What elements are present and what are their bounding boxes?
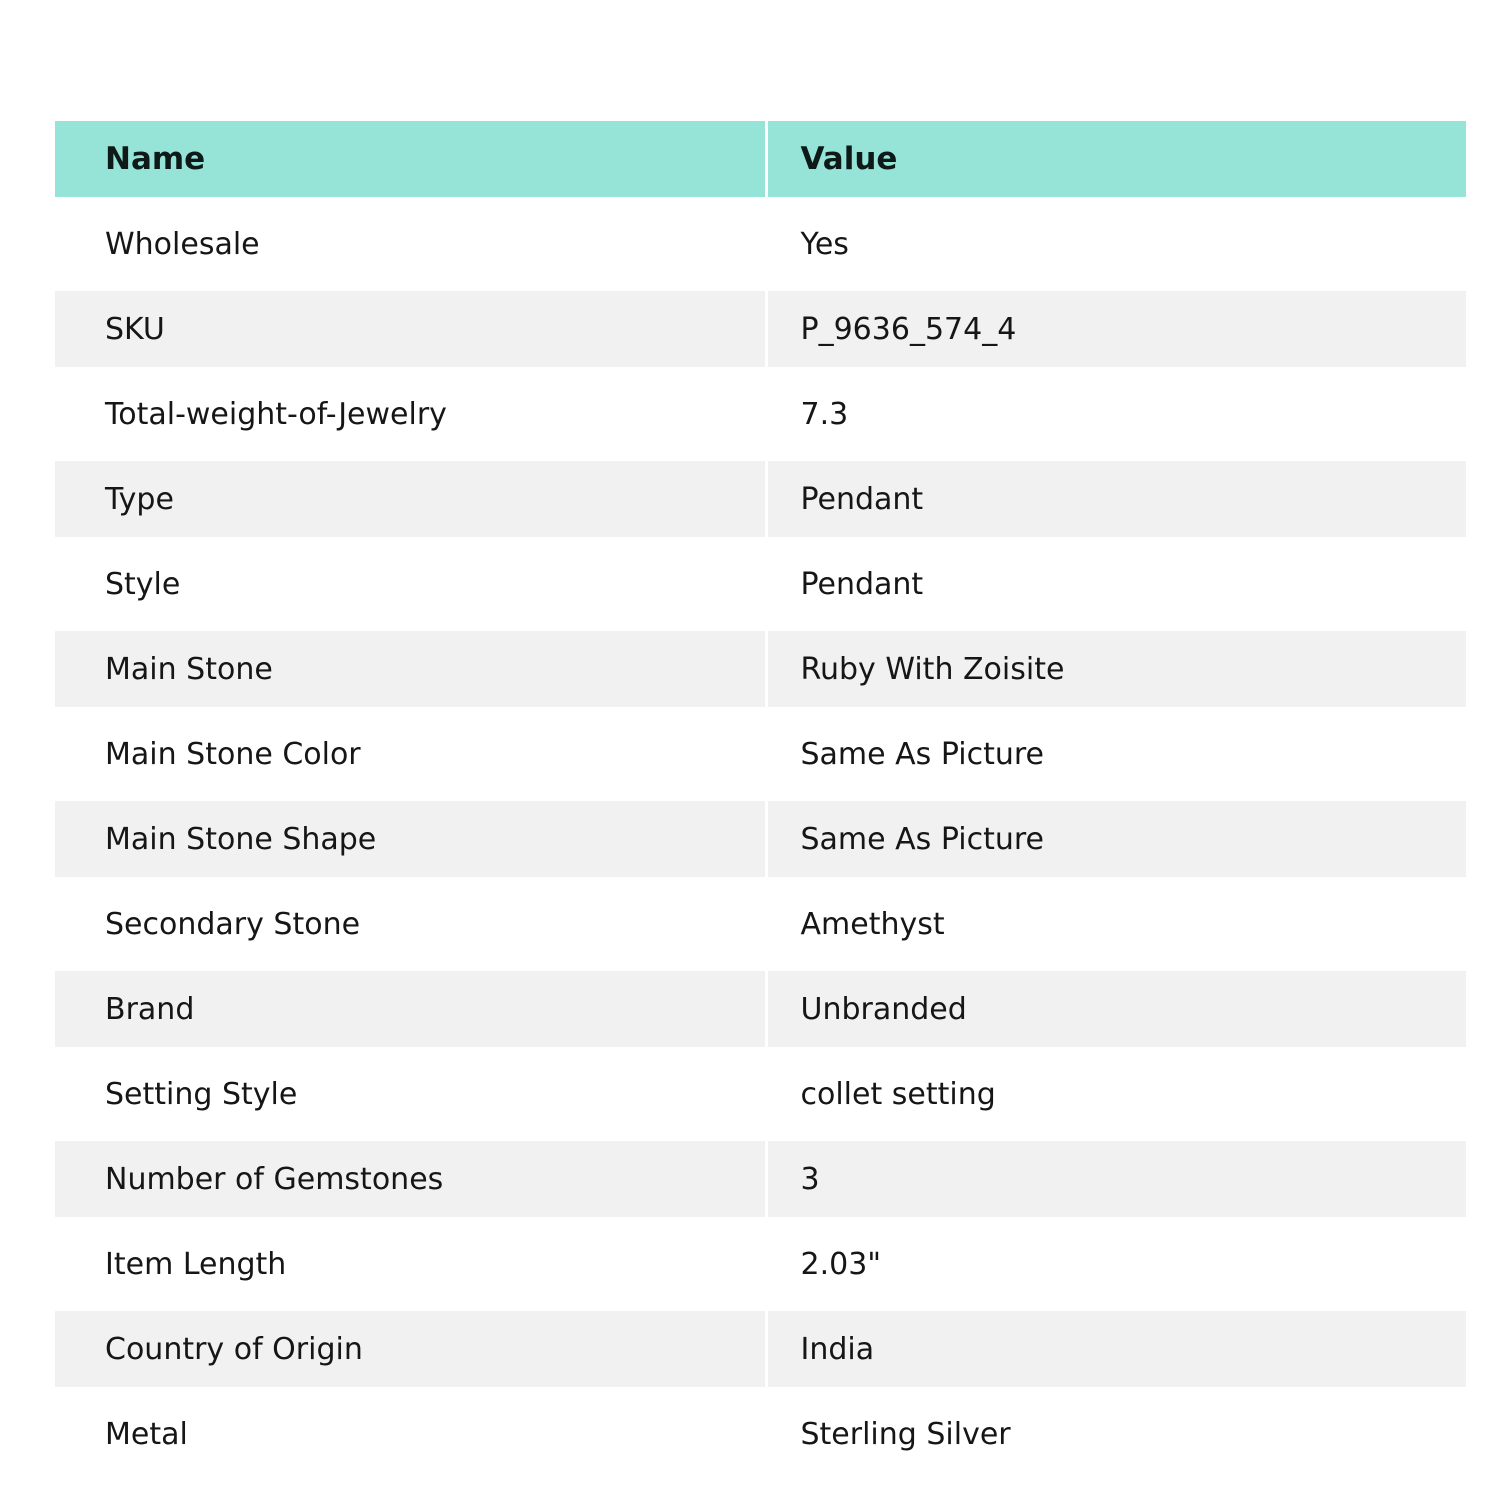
attribute-name-cell: Country of Origin [55, 1311, 766, 1387]
table-row [55, 1141, 1466, 1217]
table-header-row [55, 121, 1466, 197]
attribute-value-cell: Ruby With Zoisite [766, 631, 1466, 707]
attribute-value-cell: P_9636_574_4 [766, 291, 1466, 367]
table-row [55, 367, 1466, 461]
attribute-name-cell: Brand [55, 971, 766, 1047]
table-row [55, 801, 1466, 877]
attribute-value-cell: collet setting [766, 1047, 1466, 1141]
attribute-value-cell: Amethyst [766, 877, 1466, 971]
attribute-name-cell: Style [55, 537, 766, 631]
attribute-name-cell: Type [55, 461, 766, 537]
table-row [55, 1311, 1466, 1387]
attribute-name-cell: Main Stone Color [55, 707, 766, 801]
table-row [55, 197, 1466, 291]
attribute-name-cell: Main Stone [55, 631, 766, 707]
attribute-name-cell: Secondary Stone [55, 877, 766, 971]
attribute-value-cell: India [766, 1311, 1466, 1387]
table-row [55, 1047, 1466, 1141]
attribute-value-cell: 7.3 [766, 367, 1466, 461]
attribute-value-cell: Pendant [766, 461, 1466, 537]
table-body [55, 197, 1466, 1481]
attribute-name-cell: Metal [55, 1387, 766, 1481]
table-row [55, 291, 1466, 367]
table-row [55, 537, 1466, 631]
attribute-value-cell: Yes [766, 197, 1466, 291]
column-header-value: Value [766, 121, 1466, 197]
attribute-name-cell: Number of Gemstones [55, 1141, 766, 1217]
attribute-value-cell: 3 [766, 1141, 1466, 1217]
attribute-name-cell: Main Stone Shape [55, 801, 766, 877]
table-row [55, 631, 1466, 707]
table-row [55, 707, 1466, 801]
column-header-name: Name [55, 121, 766, 197]
attribute-name-cell: SKU [55, 291, 766, 367]
attribute-value-cell: Unbranded [766, 971, 1466, 1047]
attribute-name-cell: Setting Style [55, 1047, 766, 1141]
attribute-name-cell: Wholesale [55, 197, 766, 291]
table-row [55, 1387, 1466, 1481]
item-specifics-table [55, 121, 1466, 1481]
attribute-value-cell: 2.03" [766, 1217, 1466, 1311]
attribute-name-cell: Item Length [55, 1217, 766, 1311]
attribute-value-cell: Same As Picture [766, 707, 1466, 801]
table-row [55, 877, 1466, 971]
attribute-value-cell: Same As Picture [766, 801, 1466, 877]
attribute-value-cell: Pendant [766, 537, 1466, 631]
table-row [55, 461, 1466, 537]
attribute-name-cell: Total-weight-of-Jewelry [55, 367, 766, 461]
table-row [55, 971, 1466, 1047]
table-row [55, 1217, 1466, 1311]
attribute-value-cell: Sterling Silver [766, 1387, 1466, 1481]
